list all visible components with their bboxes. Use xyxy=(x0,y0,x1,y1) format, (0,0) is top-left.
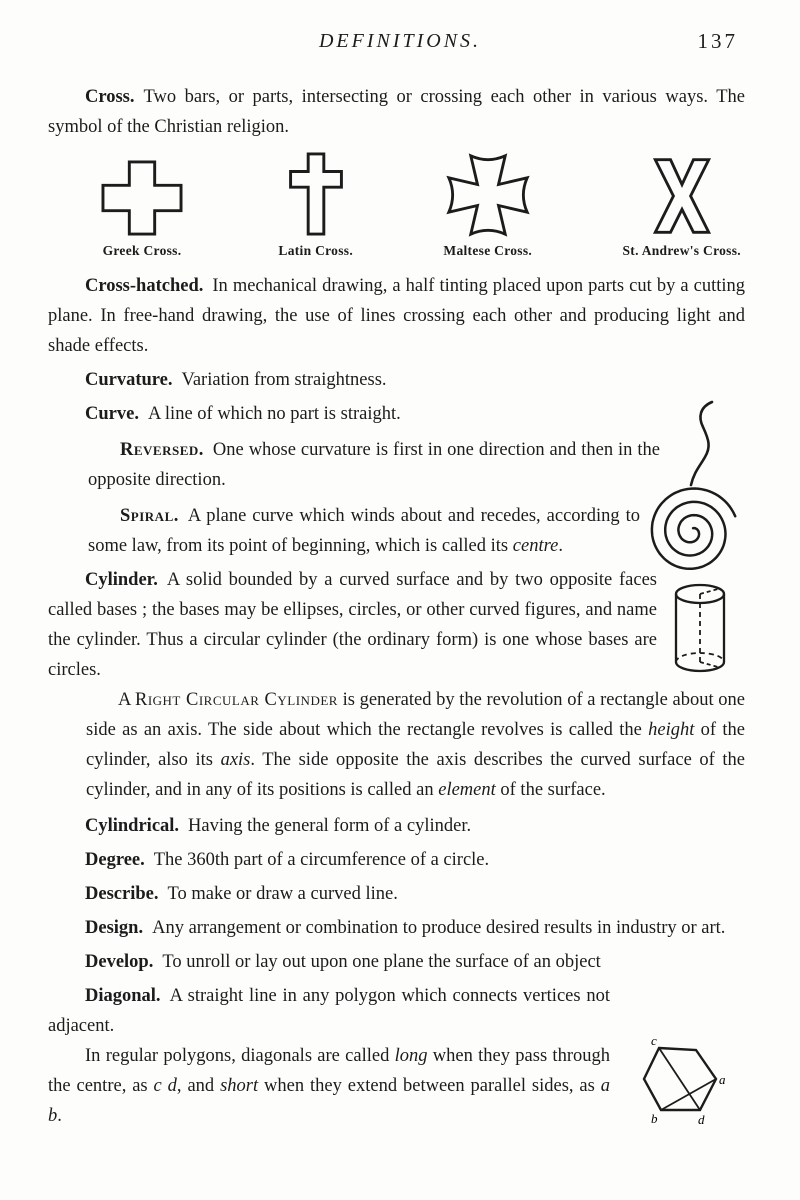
rcc-italic-axis: axis xyxy=(220,750,251,770)
entry-cross-hatched-body: In mechanical drawing, a half tinting placed upon parts cut by a cutting plane. In free-hand drawing, the use of lines crossing each other and producing light and shade effects. xyxy=(48,276,745,356)
page-number: 137 xyxy=(697,29,738,53)
entry-degree xyxy=(48,845,745,875)
poly-seg-3: , and xyxy=(176,1076,221,1096)
maltese-cross-icon xyxy=(444,152,532,238)
entry-right-circular-cylinder xyxy=(86,685,745,805)
greek-cross-figure xyxy=(96,158,188,259)
rcc-italic-height: height xyxy=(648,720,695,740)
latin-cross-drawing xyxy=(278,150,353,259)
entry-cross-body: Two bars, or parts, intersecting or crossing each other in various ways. The symbol of the Christian religion. xyxy=(48,87,745,137)
poly-italic-short: short xyxy=(220,1076,259,1096)
rcc-seg-1: is generated by the revolution of a rectangle about one side as an axis. The side about which the rectangle revolves is called the xyxy=(86,690,745,740)
rcc-italic-element: element xyxy=(438,780,496,800)
hexagon-diagonals-figure xyxy=(618,1034,728,1144)
entry-cross-hatched xyxy=(48,271,745,361)
entry-spiral-body-1: A plane curve which winds about and recedes, according to some law, from its point of beginning, which is called its xyxy=(88,506,640,556)
entry-cross-term: Cross. xyxy=(85,87,135,107)
st-andrews-cross-icon xyxy=(642,154,722,238)
entry-curvature-term: Curvature. xyxy=(85,370,173,390)
greek-cross-caption: Greek Cross. xyxy=(102,243,182,258)
entry-curve-body: A line of which no part is straight. xyxy=(147,404,401,424)
entry-diagonal xyxy=(48,981,610,1041)
rcc-seg-4: of the surface. xyxy=(495,780,606,800)
poly-seg-5: . xyxy=(57,1106,62,1126)
entry-develop-term: Develop. xyxy=(85,952,154,972)
entry-reversed-term: Reversed. xyxy=(120,440,204,460)
entry-design-term: Design. xyxy=(85,918,144,938)
hexagon-label-d: d xyxy=(698,1112,705,1127)
entry-describe xyxy=(48,879,745,909)
entry-reversed-body: One whose curvature is first in one direction and then in the opposite direction. xyxy=(88,440,660,490)
cross-figures-row xyxy=(96,150,741,259)
entry-curve xyxy=(48,399,745,429)
latin-cross-figure xyxy=(278,150,353,259)
spiral-figure-path xyxy=(652,489,735,569)
entry-develop xyxy=(48,947,745,977)
entry-degree-body: The 360th part of a circumference of a circle. xyxy=(153,850,490,870)
rcc-seg-3: . The side opposite the axis describes the curved surface of the cylinder, and in any of its positions is called an xyxy=(86,750,745,800)
entry-curve-term: Curve. xyxy=(85,404,139,424)
entry-diagonal-body: A straight line in any polygon which connects vertices not adjacent. xyxy=(48,986,610,1036)
entry-cross-hatched-term: Cross-hatched. xyxy=(85,276,204,296)
reversed-curve-figure xyxy=(676,398,724,490)
entry-spiral-body-italic: centre xyxy=(512,536,559,556)
poly-italic-cd: c d xyxy=(153,1076,177,1096)
st-andrews-cross-drawing xyxy=(622,154,740,259)
page-title: DEFINITIONS. xyxy=(318,30,482,52)
poly-seg-4: when they extend between parallel sides, as xyxy=(258,1076,601,1096)
entry-describe-body: To make or draw a curved line. xyxy=(167,884,398,904)
entry-diagonal-term: Diagonal. xyxy=(85,986,161,1006)
entry-describe-term: Describe. xyxy=(85,884,159,904)
entry-develop-body: To unroll or lay out upon one plane the surface of an object xyxy=(162,952,601,972)
latin-cross-caption: Latin Cross. xyxy=(278,243,354,258)
maltese-cross-figure xyxy=(443,152,532,259)
poly-seg-1: In regular polygons, diagonals are called xyxy=(85,1046,395,1066)
entry-design xyxy=(48,913,745,943)
st-andrews-cross-caption: St. Andrew's Cross. xyxy=(622,243,741,258)
entry-spiral-term: Spiral. xyxy=(120,506,179,526)
hexagon-label-b: b xyxy=(651,1111,658,1126)
entry-cross xyxy=(48,82,745,142)
entry-degree-term: Degree. xyxy=(85,850,145,870)
hexagon-label-a: a xyxy=(719,1072,726,1087)
maltese-cross-drawing xyxy=(443,152,532,259)
st-andrews-cross-figure xyxy=(622,154,740,259)
entry-curve-reversed xyxy=(88,435,660,495)
greek-cross-icon xyxy=(96,158,188,238)
rcc-seg-2: of the cylinder, also its xyxy=(86,720,745,770)
latin-cross-icon xyxy=(284,150,348,238)
entry-curvature xyxy=(48,365,745,395)
entry-cylindrical xyxy=(48,811,745,841)
entry-cylinder-term: Cylinder. xyxy=(85,570,158,590)
entry-cylinder xyxy=(48,565,657,685)
poly-italic-long: long xyxy=(394,1046,428,1066)
poly-seg-2: when they pass through the centre, as xyxy=(48,1046,610,1096)
text-column xyxy=(48,78,745,1131)
entry-spiral-body-2: . xyxy=(558,536,563,556)
entry-cylindrical-body: Having the general form of a cylinder. xyxy=(188,816,472,836)
greek-cross-drawing xyxy=(96,158,188,259)
spiral-figure xyxy=(642,480,742,580)
paragraph-polygon-diagonals xyxy=(48,1041,610,1131)
entry-curve-spiral xyxy=(88,501,640,561)
entry-cylinder-body: A solid bounded by a curved surface and by two opposite faces called bases ; the bases may be ellipses, circles, or other curved figures, and name the cylinder. Thus a circular cylinder (the ordinary form) is one whose bases are circles. xyxy=(48,570,657,680)
entry-design-body: Any arrangement or combination to produce desired results in industry or art. xyxy=(152,918,726,938)
rcc-lead-caps: Right Circular Cylinder xyxy=(134,690,338,710)
running-head xyxy=(0,30,800,53)
hexagon-label-c: c xyxy=(651,1034,657,1048)
entry-cylindrical-term: Cylindrical. xyxy=(85,816,180,836)
maltese-cross-caption: Maltese Cross. xyxy=(443,243,533,258)
rcc-lead-a: A xyxy=(118,690,135,710)
poly-italic-ab: a b xyxy=(48,1076,610,1126)
entry-curvature-body: Variation from straightness. xyxy=(181,370,387,390)
cylinder-figure xyxy=(668,580,732,676)
